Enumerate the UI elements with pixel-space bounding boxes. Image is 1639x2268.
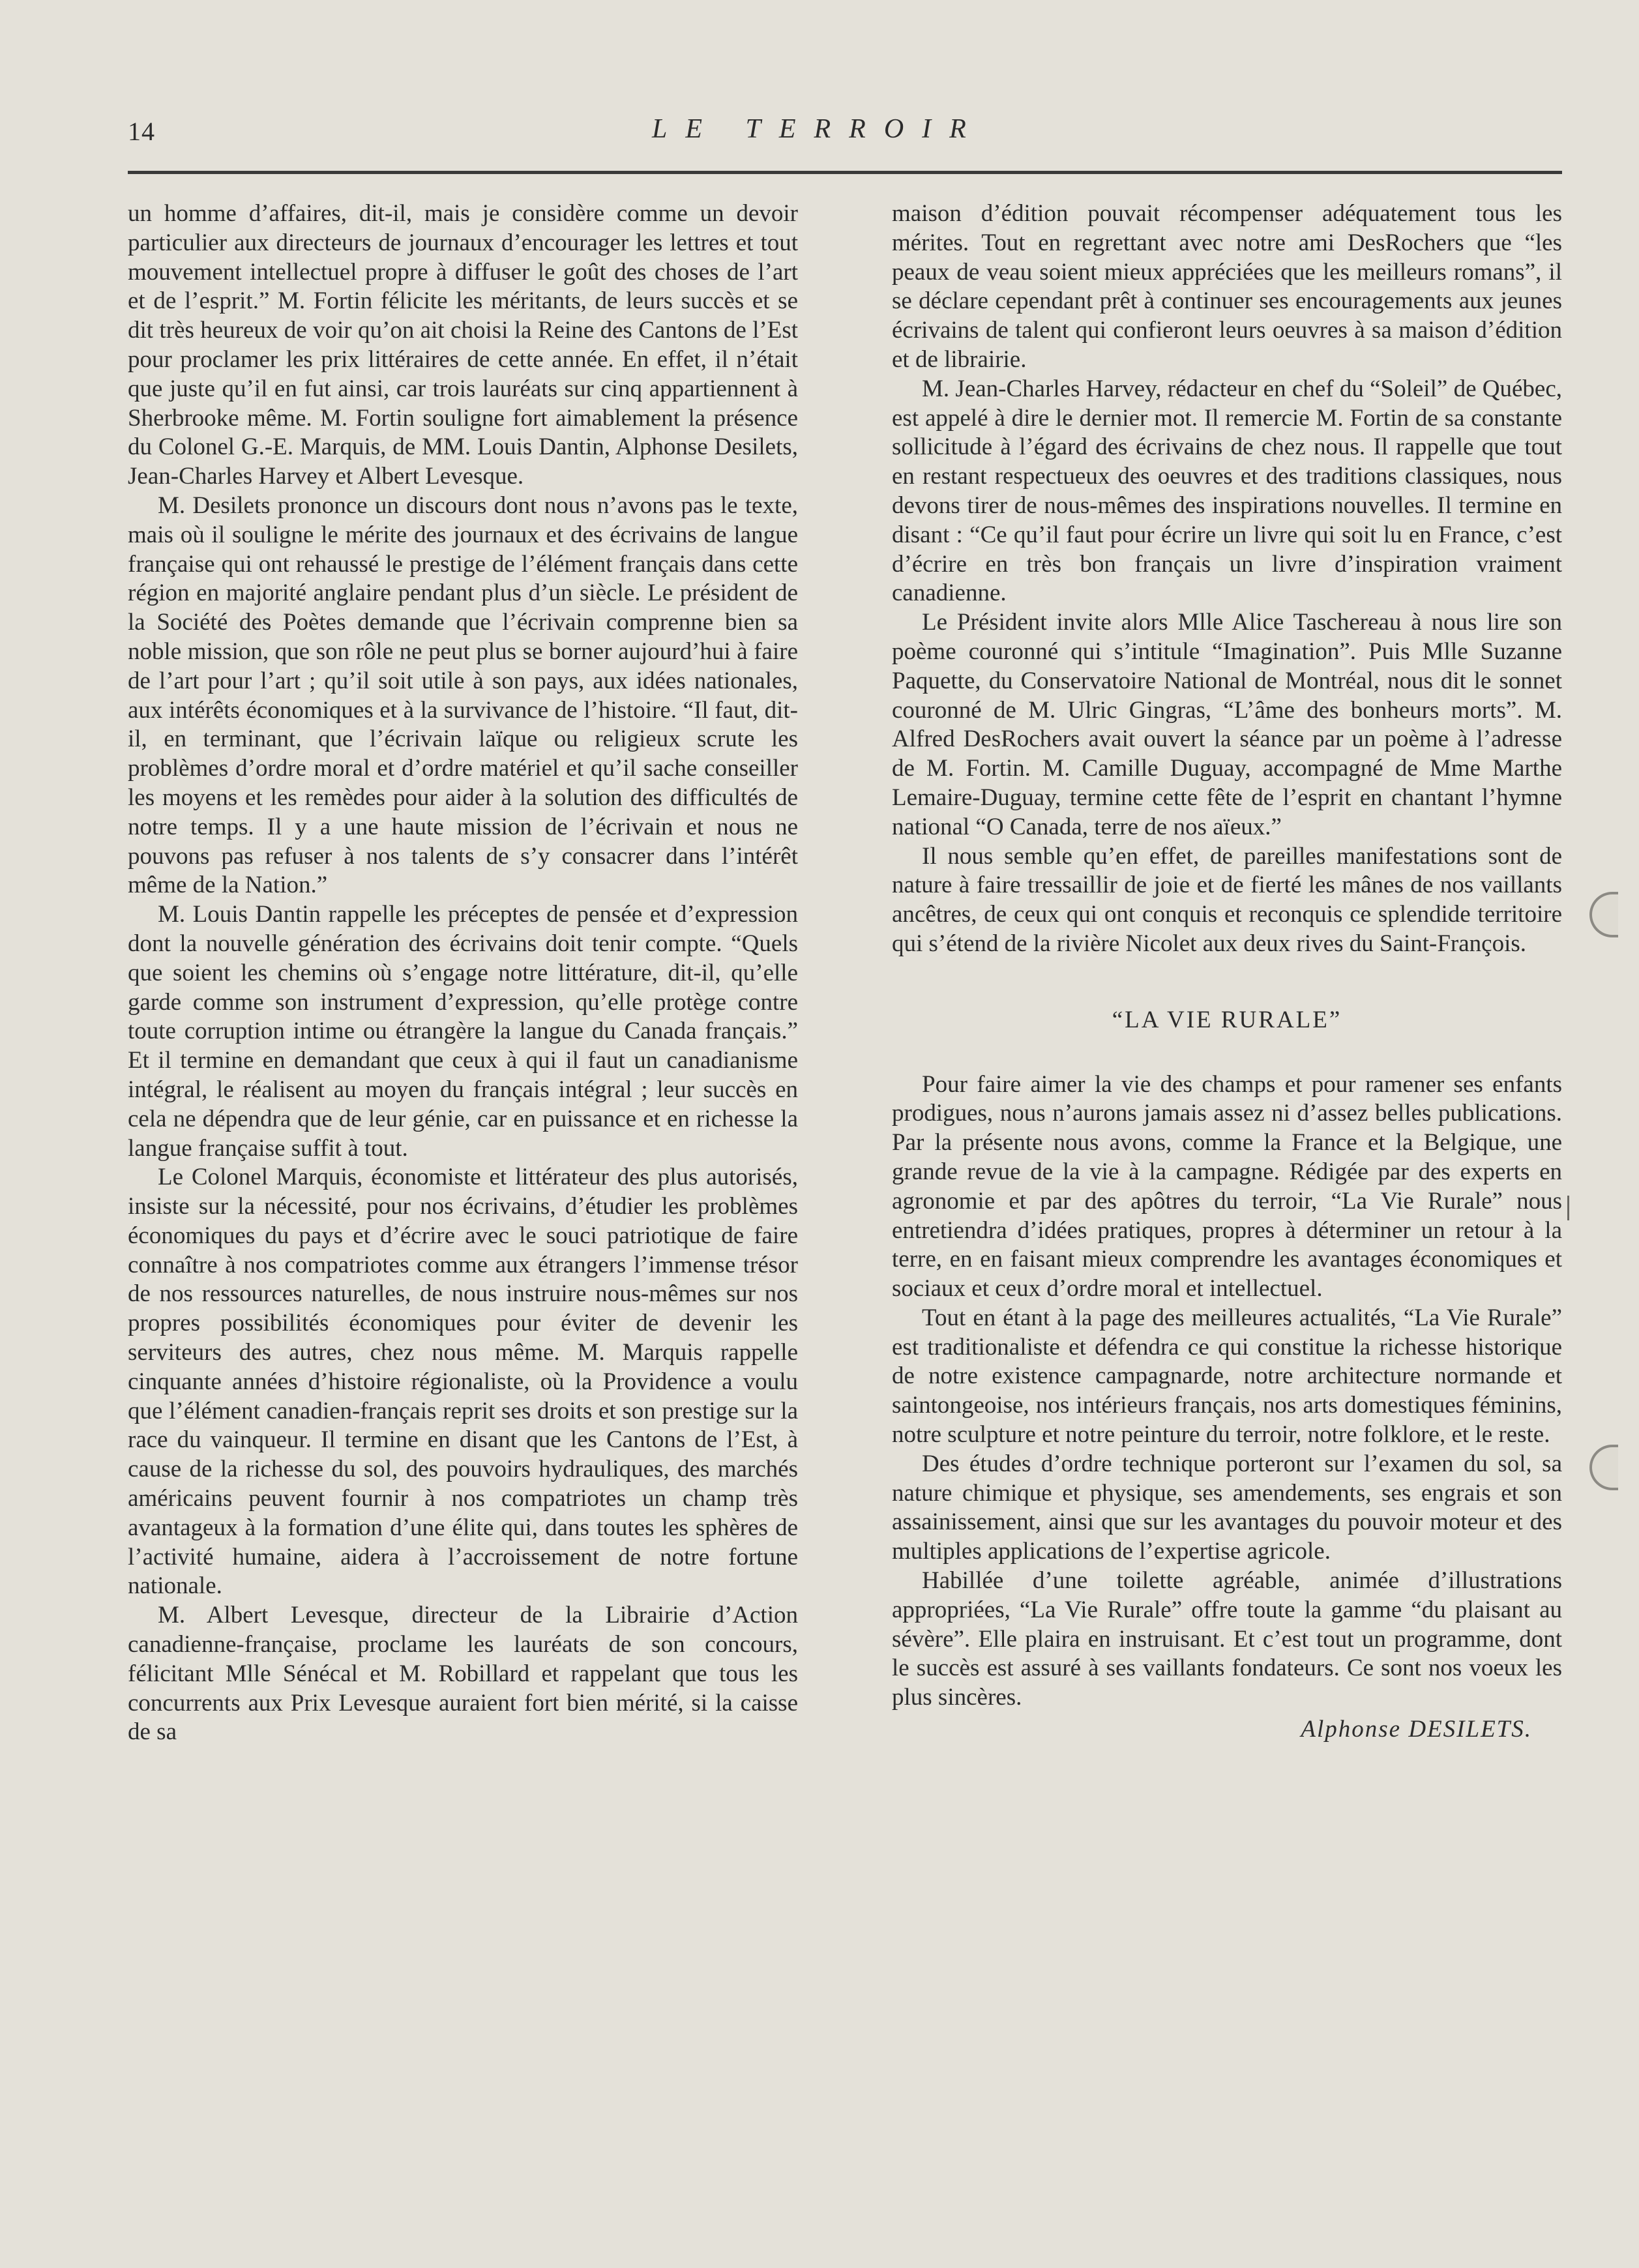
paragraph: Tout en étant à la page des meilleures actualités, “La Vie Rurale” est traditionaliste et défendra ce qui constitue la richesse historique de notre existence campagnarde, notre architecture normande et saintongeoise, nos intérieurs français, nos arts domestiques féminins, notre sculpture et notre peinture du terroir, notre folklore, et le reste.	[892, 1304, 1562, 1449]
section-heading: “LA VIE RURALE”	[1112, 1006, 1342, 1033]
paragraph: M. Louis Dantin rappelle les préceptes de pensée et d’expression dont la nouvelle génération des écrivains doit tenir compte. “Quels que soient les chemins où s’engage notre littérature, dit-il, qu’elle garde comme son instrument d’expression, qu’elle protège contre toute corruption intime ou étrangère la langue du Canada français.” Et il termine en demandant que ceux à qui il faut un canadianisme intégral, le réalisent au moyen du français intégral ; leur succès en cela ne dépendra que de leur génie, car en puissance et en richesse la langue française suffit à tout.	[128, 901, 798, 1162]
paragraph: un homme d’affaires, dit-il, mais je considère comme un devoir particulier aux directeurs de journaux d’encourager les lettres et tout mouvement intellectuel propre à diffuser le goût des choses de l’art et de l’esprit.” M. Fortin félicite les méritants, de leurs succès et se dit très heureux de voir qu’on ait choisi la Reine des Cantons de l’Est pour proclamer les prix littéraires de cette année. En effet, il n’était que juste qu’il en fut ainsi, car trois lauréats sur cinq appartiennent à Sherbrooke même. M. Fortin souligne fort aimablement la présence du Colonel G.-E. Marquis, de MM. Louis Dantin, Alphonse Desilets, Jean-Charles Harvey et Albert Levesque.	[128, 200, 798, 490]
paragraph: maison d’édition pouvait récompenser adéquatement tous les mérites. Tout en regrettant avec notre ami DesRochers que “les peaux de veau soient mieux appréciées que les meilleurs romans”, il se déclare cependant prêt à continuer ses encouragements aux jeunes écrivains de talent qui confieront leurs oeuvres à sa maison d’édition et de librairie.	[892, 200, 1562, 373]
running-title: LE TERROIR	[652, 114, 984, 144]
paragraph: Le Colonel Marquis, économiste et littérateur des plus autorisés, insiste sur la nécessité, pour nos écrivains, d’étudier les problèmes économiques du pays et d’écrire avec le souci patriotique de faire connaître à nos compatriotes comme aux étrangers l’immense trésor de nos ressources naturelles, de nous instruire nous-mêmes sur nos propres possibilités économiques pour éviter de devenir les serviteurs des autres, chez nous même. M. Marquis rappelle cinquante années d’histoire régionaliste, où la Providence a voulu que l’élément canadien-français reprit ses droits et son prestige sur la race du vainqueur. Il termine en disant que les Cantons de l’Est, à cause de la richesse du sol, des pouvoirs hydrauliques, des marchés américains peuvent fournir à nos compatriotes un champ très avantageux à la formation d’une élite qui, dans toutes les sphères de l’activité humaine, aidera à l’accroissement de notre fortune nationale.	[128, 1164, 798, 1600]
header-rule	[128, 171, 1562, 174]
paragraph: M. Jean-Charles Harvey, rédacteur en chef du “Soleil” de Québec, est appelé à dire le dernier mot. Il remercie M. Fortin de sa constante sollicitude à l’égard des écrivains de chez nous. Il rappelle que tout en restant respectueux des oeuvres et des traditions classiques, nous devons tirer de nous-mêmes des inspirations nouvelles. Il termine en disant : “Ce qu’il faut pour écrire un livre qui soit lu en France, c’est d’écrire en très bon français un livre d’inspiration vraiment canadienne.	[892, 375, 1562, 607]
paragraph: Le Président invite alors Mlle Alice Taschereau à nous lire son poème couronné qui s’intitule “Imagination”. Puis Mlle Suzanne Paquette, du Conservatoire National de Montréal, nous dit le sonnet couronné de M. Ulric Gingras, “L’âme des bonheurs morts”. M. Alfred DesRochers avait ouvert la séance par un poème à l’adresse de M. Fortin. M. Camille Duguay, accompagné de Mme Marthe Lemaire-Duguay, termine cette fête de l’esprit en chantant l’hymne national “O Canada, terre de nos aïeux.”	[892, 609, 1562, 840]
right-column	[892, 199, 1562, 1745]
binding-hole-mark	[1589, 1445, 1618, 1490]
paragraph: Habillée d’une toilette agréable, animée d’illustrations appropriées, “La Vie Rurale” offre toute la gamme “du plaisant au sévère”. Elle plaira en instruisant. Et c’est tout un programme, dont le succès est assuré à ses vaillants fondateurs. Ce sont nos voeux les plus sincères.	[892, 1567, 1562, 1711]
page-header	[0, 0, 1639, 183]
paragraph: Pour faire aimer la vie des champs et pour ramener ses enfants prodigues, nous n’aurons jamais assez ni d’assez belles publications. Par la présente nous avons, comme la France et la Belgique, une grande revue de la vie à la campagne. Rédigée par des experts en agronomie et par des apôtres du terroir, “La Vie Rurale” nous entretiendra d’idées pratiques, propres à déterminer un retour à la terre, en en faisant mieux comprendre les avantages économiques et sociaux et ceux d’ordre moral et intellectuel.	[892, 1070, 1562, 1303]
margin-mark	[1567, 1196, 1569, 1220]
paragraph: Des études d’ordre technique porteront sur l’examen du sol, sa nature chimique et physique, ses amendements, ses engrais et son assainissement, ainsi que sur les avantages du pouvoir moteur et des multiples applications de l’expertise agricole.	[892, 1450, 1562, 1565]
page-number: 14	[128, 117, 155, 146]
paragraph: M. Desilets prononce un discours dont nous n’avons pas le texte, mais où il souligne le mérite des journaux et des écrivains de langue française qui ont rehaussé le prestige de l’élément français dans cette région en majorité anglaire pendant plus d’un siècle. Le président de la Société des Poètes demande que l’écrivain comprenne bien sa noble mission, que son rôle ne peut plus se borner aujourd’hui à faire de l’art pour l’art ; qu’il soit utile à son pays, aux idées nationales, aux intérêts économiques et à la survivance de l’histoire. “Il faut, dit-il, en terminant, que l’écrivain laïque ou religieux scrute les problèmes d’ordre moral et d’ordre matériel et qu’il sache conseiller les moyens et les remèdes pour aider à la solution des difficultés de notre temps. Il y a une haute mission de l’écrivain et nous ne pouvons pas refuser à nos talents de s’y consacrer dans l’intérêt même de la Nation.”	[128, 492, 798, 899]
author-signature: Alphonse DESILETS.	[1301, 1716, 1532, 1743]
paragraph: M. Albert Levesque, directeur de la Librairie d’Action canadienne-française, proclame les lauréats de son concours, félicitant Mlle Sénécal et M. Robillard et rappelant que tous les concurrents aux Prix Levesque auraient fort bien mérité, si la caisse de sa	[128, 1602, 798, 1746]
left-column	[128, 199, 798, 1747]
binding-hole-mark	[1589, 892, 1618, 937]
paragraph: Il nous semble qu’en effet, de pareilles manifestations sont de nature à faire tressaillir de joie et de fierté les mânes de nos vaillants ancêtres, de ceux qui ont conquis et reconquis ce splendide territoire qui s’étend de la rivière Nicolet aux deux rives du Saint-François.	[892, 842, 1562, 957]
